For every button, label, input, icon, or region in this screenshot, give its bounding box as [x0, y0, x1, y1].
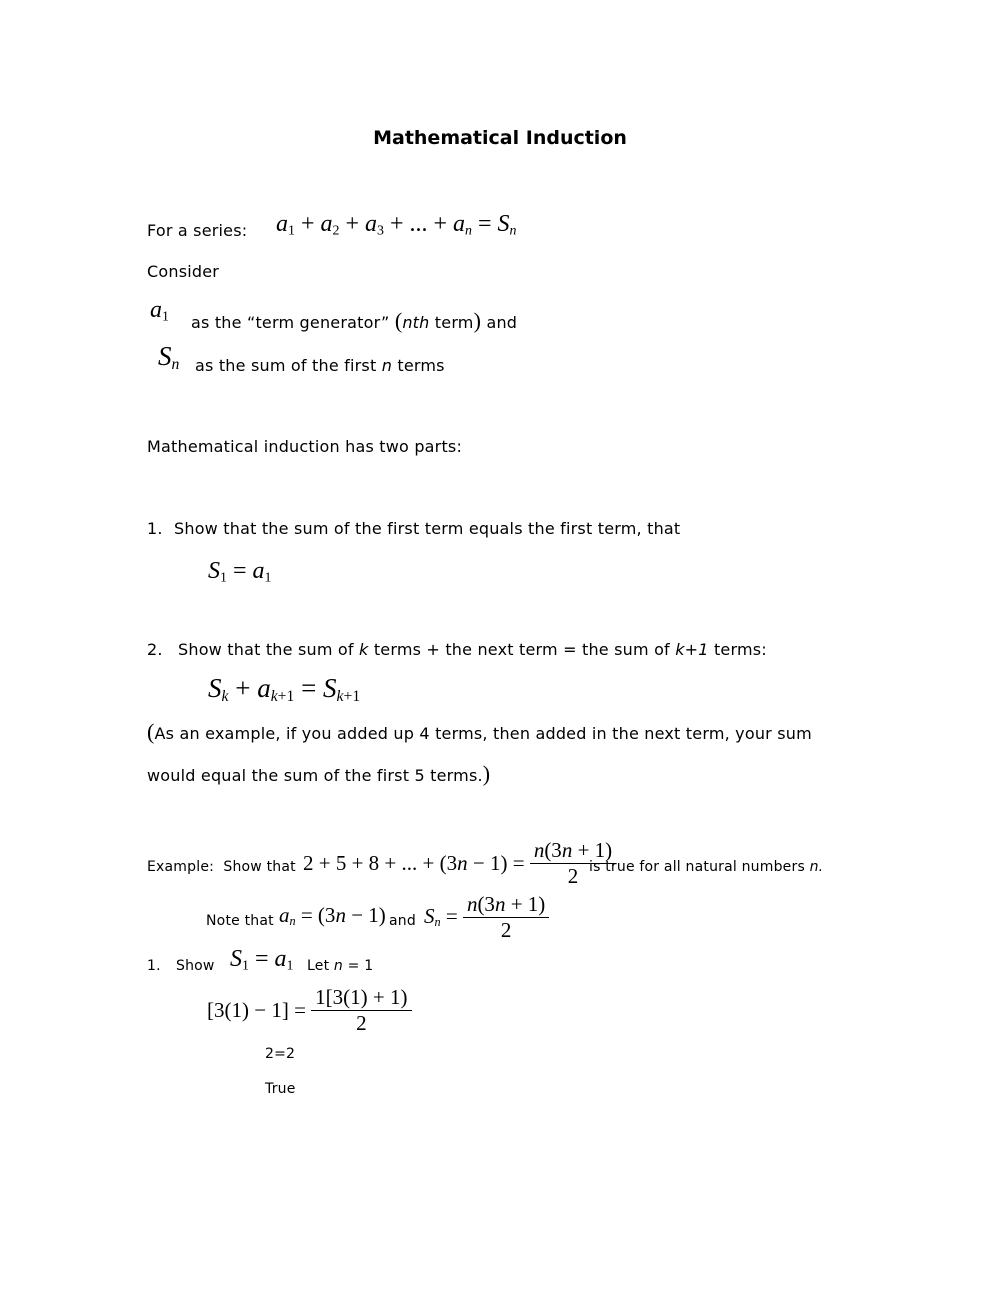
sum-line: [195, 356, 445, 375]
example-label: [147, 859, 296, 875]
sn-symbol: $S_n$: [158, 341, 180, 373]
step1-substitution: [3(1) − 1] = $\frac{1[3(1) + 1)}{2}$: [207, 985, 412, 1036]
consider-label: Consider: [147, 262, 220, 281]
page-title: Mathematical Induction: [373, 127, 627, 149]
nth-text: nth: [402, 313, 430, 332]
part2-k: k: [359, 640, 369, 659]
parts-intro: Mathematical induction has two parts:: [147, 437, 463, 456]
term-generator-text: as the “term generator”: [191, 313, 390, 332]
a1-symbol: $a_1$: [150, 297, 169, 325]
let-text: Let: [307, 958, 330, 974]
part2-text-3: terms:: [713, 640, 767, 659]
step1-show: Show: [176, 958, 215, 974]
part2-equation: $S_k + a_{k+1} = S_{k+1}$: [208, 673, 361, 705]
example-is-true: is true for all natural numbers: [589, 859, 805, 875]
note-that-label: Note that: [206, 913, 274, 929]
term-text: term: [434, 313, 474, 332]
let-n: n: [333, 958, 343, 974]
term-generator-line: as the “term generator” (nth term) and: [191, 308, 518, 333]
sn-definition: $S_n$ = $\frac{n(3n + 1)}{2}$: [424, 892, 549, 943]
series-label: For a series:: [147, 221, 248, 240]
an-definition: $a_n = (3n - 1)$: [279, 903, 386, 929]
and-text: and: [486, 313, 518, 332]
let-eq: = 1: [347, 958, 374, 974]
part1-text: Show that the sum of the first term equals the first term, that: [174, 519, 681, 538]
part2-k1: k+1: [675, 640, 709, 659]
note-line-1: (As an example, if you added up 4 terms, then added in the next term, your sum: [147, 719, 812, 744]
example-label-text: Example:: [147, 859, 215, 875]
note-text-2: would equal the sum of the first 5 terms.: [147, 766, 483, 785]
part2-number: 2.: [147, 640, 163, 659]
part2-text: [178, 640, 767, 659]
example-true-line: [589, 859, 823, 875]
part1-number: 1.: [147, 519, 163, 538]
sum-text: as the sum of the first: [195, 356, 377, 375]
note-text-1: As an example, if you added up 4 terms, then added in the next term, your sum: [154, 724, 812, 743]
series-equation: $a_1 + a_2 + a_3$ + ... + $a_n = S_n$: [276, 211, 517, 239]
step1-verdict: True: [265, 1081, 296, 1097]
note-line-2: would equal the sum of the first 5 terms.): [147, 761, 491, 786]
part1-equation: $S_1 = a_1$: [208, 558, 272, 586]
step1-number: 1.: [147, 958, 161, 974]
sum-terms: terms: [397, 356, 445, 375]
step1-result: 2=2: [265, 1046, 296, 1062]
sum-n: n: [381, 356, 393, 375]
part2-text-1: Show that the sum of: [178, 640, 354, 659]
and-label: and: [389, 913, 416, 929]
part2-text-2: terms + the next term = the sum of: [373, 640, 670, 659]
example-show-that: Show that: [223, 859, 296, 875]
step1-equation: $S_1 = a_1$: [230, 946, 294, 974]
step1-let: [307, 958, 373, 974]
example-n: n.: [809, 859, 824, 875]
example-equation: 2 + 5 + 8 + ... + (3n − 1) = $\frac{n(3n + 1)}{2}$: [303, 838, 616, 889]
